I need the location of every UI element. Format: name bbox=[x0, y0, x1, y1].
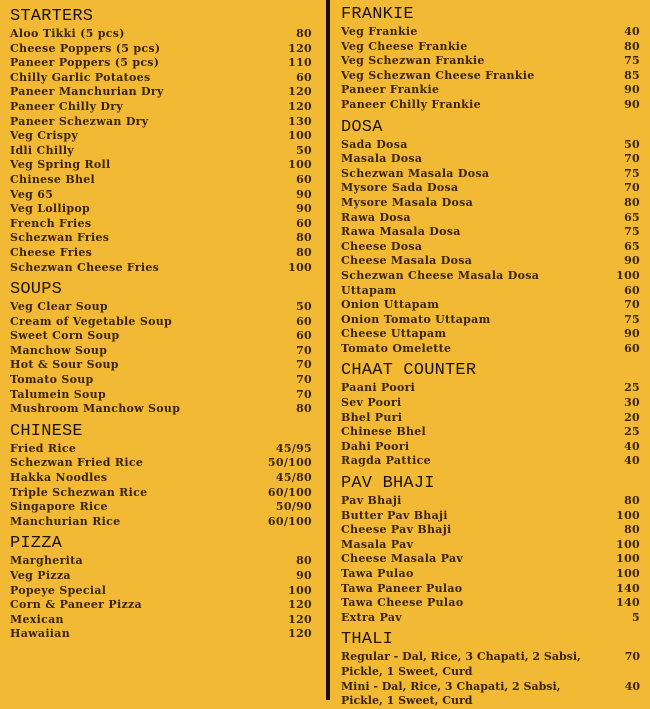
item-price: 70 bbox=[296, 373, 312, 387]
menu-item bbox=[10, 329, 312, 344]
item-name: Cheese Masala Pav bbox=[341, 552, 464, 566]
item-price: 70 bbox=[624, 298, 640, 312]
item-price: 40 bbox=[624, 679, 640, 693]
item-name: Schezwan Cheese Fries bbox=[10, 260, 160, 274]
item-name: Onion Uttapam bbox=[341, 298, 440, 312]
menu-item bbox=[341, 40, 640, 55]
menu-item bbox=[341, 567, 640, 582]
item-price: 65 bbox=[624, 239, 640, 253]
item-price: 110 bbox=[288, 56, 312, 70]
item-price: 65 bbox=[624, 210, 640, 224]
menu-item bbox=[341, 240, 640, 255]
item-name: Margherita bbox=[10, 554, 83, 568]
menu-item bbox=[341, 396, 640, 411]
item-name: Tomato Omelette bbox=[341, 341, 452, 355]
menu-item bbox=[10, 129, 312, 144]
item-name: French Fries bbox=[10, 216, 92, 230]
item-price: 75 bbox=[624, 166, 640, 180]
menu-item bbox=[341, 411, 640, 426]
item-price: 120 bbox=[288, 598, 312, 612]
menu-item bbox=[10, 71, 312, 86]
item-name: Schezwan Masala Dosa bbox=[341, 166, 490, 180]
menu-item bbox=[341, 54, 640, 69]
menu-item bbox=[341, 269, 640, 284]
item-name: Extra Pav bbox=[341, 610, 402, 624]
item-name: Hot & Sour Soup bbox=[10, 358, 119, 372]
item-price: 85 bbox=[624, 68, 640, 82]
item-name: Sev Poori bbox=[341, 396, 402, 410]
item-price: 70 bbox=[296, 387, 312, 401]
item-name: Chilly Garlic Potatoes bbox=[10, 70, 151, 84]
menu-item bbox=[10, 173, 312, 188]
menu-item bbox=[341, 298, 640, 313]
item-price: 75 bbox=[624, 225, 640, 239]
item-price: 60 bbox=[624, 283, 640, 297]
menu-item bbox=[341, 342, 640, 357]
item-name: Mysore Sada Dosa bbox=[341, 181, 459, 195]
item-price: 130 bbox=[288, 114, 312, 128]
item-price: 45/95 bbox=[275, 441, 312, 455]
item-name: Schezwan Fries bbox=[10, 231, 110, 245]
item-name: Masala Pav bbox=[341, 537, 414, 551]
item-name: Triple Schezwan Rice bbox=[10, 485, 148, 499]
menu-item bbox=[341, 211, 640, 226]
item-price: 90 bbox=[624, 327, 640, 341]
menu-item bbox=[10, 158, 312, 173]
item-price: 80 bbox=[296, 402, 312, 416]
item-name: Tawa Pulao bbox=[341, 567, 414, 580]
menu-item bbox=[341, 152, 640, 167]
item-name: Veg Cheese Frankie bbox=[341, 39, 468, 53]
menu-item bbox=[10, 373, 312, 388]
item-name: Butter Pav Bhaji bbox=[341, 508, 448, 522]
item-name: Paneer Chilly Frankie bbox=[341, 97, 481, 111]
item-name: Corn & Paneer Pizza bbox=[10, 598, 142, 612]
menu-item bbox=[341, 25, 640, 40]
item-price: 50 bbox=[296, 300, 312, 314]
item-name: Cheese Poppers (5 pcs) bbox=[10, 41, 161, 55]
menu-item bbox=[341, 284, 640, 299]
item-price: 60 bbox=[624, 341, 640, 355]
column-divider bbox=[326, 0, 330, 700]
menu-item bbox=[10, 115, 312, 130]
section-title: CHINESE bbox=[10, 421, 83, 441]
item-price: 90 bbox=[296, 202, 312, 216]
item-name: Veg Pizza bbox=[10, 569, 71, 582]
item-price: 80 bbox=[624, 494, 640, 508]
menu-item bbox=[10, 42, 312, 57]
menu-item bbox=[10, 598, 312, 613]
item-name: Paneer Chilly Dry bbox=[10, 99, 124, 113]
item-name: Paneer Poppers (5 pcs) bbox=[10, 56, 160, 70]
item-name: Talumein Soup bbox=[10, 387, 106, 401]
menu-item bbox=[10, 613, 312, 628]
item-name: Veg Spring Roll bbox=[10, 158, 111, 172]
item-price: 25 bbox=[624, 425, 640, 439]
menu-item bbox=[10, 471, 312, 486]
menu-item bbox=[10, 344, 312, 359]
menu-item bbox=[341, 454, 640, 469]
item-name: Sada Dosa bbox=[341, 137, 408, 151]
menu-item bbox=[341, 440, 640, 455]
menu-item bbox=[10, 486, 312, 501]
item-price: 70 bbox=[624, 650, 640, 664]
menu-item bbox=[341, 381, 640, 396]
item-price: 100 bbox=[288, 583, 312, 597]
section-title: PIZZA bbox=[10, 534, 63, 554]
item-price: 75 bbox=[624, 54, 640, 68]
item-name: Chinese Bhel bbox=[10, 172, 96, 186]
menu-item bbox=[341, 509, 640, 524]
menu-item bbox=[341, 167, 640, 182]
item-price: 80 bbox=[296, 245, 312, 259]
item-name: Tomato Soup bbox=[10, 373, 94, 387]
item-price: 70 bbox=[296, 343, 312, 357]
item-price: 60 bbox=[296, 172, 312, 186]
item-name: Uttapam bbox=[341, 283, 397, 297]
menu-item bbox=[10, 515, 312, 530]
menu-item bbox=[341, 425, 640, 440]
item-name: Hakka Noodles bbox=[10, 471, 108, 485]
section-title: THALI bbox=[341, 630, 394, 650]
menu-item bbox=[341, 196, 640, 211]
item-price: 120 bbox=[288, 627, 312, 641]
menu-item bbox=[10, 358, 312, 373]
menu-item bbox=[10, 27, 312, 42]
menu-item bbox=[10, 246, 312, 261]
item-price: 100 bbox=[616, 508, 640, 522]
item-price: 120 bbox=[288, 99, 312, 113]
menu-item bbox=[341, 313, 640, 328]
menu-section-dosa bbox=[341, 119, 640, 357]
item-price: 100 bbox=[616, 567, 640, 580]
item-price: 80 bbox=[624, 39, 640, 53]
menu-item bbox=[10, 315, 312, 330]
item-name: Schezwan Cheese Masala Dosa bbox=[341, 268, 540, 282]
item-price: 45/80 bbox=[275, 471, 312, 485]
section-title: PAV BHAJI bbox=[341, 474, 435, 494]
item-price: 80 bbox=[624, 195, 640, 209]
menu-item bbox=[341, 611, 640, 626]
menu-item bbox=[341, 582, 640, 597]
menu-item bbox=[10, 442, 312, 457]
menu-item bbox=[341, 596, 640, 611]
menu-item bbox=[10, 388, 312, 403]
menu-item bbox=[341, 680, 640, 709]
item-name: Mushroom Manchow Soup bbox=[10, 402, 181, 416]
section-title: SOUPS bbox=[10, 280, 63, 300]
item-price: 50/100 bbox=[267, 456, 312, 470]
item-price: 70 bbox=[624, 152, 640, 166]
item-price: 60 bbox=[296, 329, 312, 343]
item-price: 60 bbox=[296, 314, 312, 328]
item-name: Idli Chilly bbox=[10, 143, 75, 157]
item-price: 40 bbox=[624, 439, 640, 453]
menu-item bbox=[341, 98, 640, 113]
menu-item bbox=[10, 627, 312, 642]
item-price: 30 bbox=[624, 396, 640, 410]
item-price: 100 bbox=[616, 537, 640, 551]
item-name: Rawa Dosa bbox=[341, 210, 411, 224]
menu-section-chaat-counter bbox=[341, 362, 640, 469]
item-price: 40 bbox=[624, 25, 640, 38]
item-name: Fried Rice bbox=[10, 441, 77, 455]
menu-item bbox=[341, 83, 640, 98]
menu-item bbox=[10, 554, 312, 569]
item-price: 100 bbox=[616, 268, 640, 282]
menu-section-frankie bbox=[341, 6, 640, 113]
item-name: Veg Frankie bbox=[341, 25, 418, 38]
menu-item bbox=[341, 181, 640, 196]
item-name: Aloo Tikki (5 pcs) bbox=[10, 27, 125, 40]
menu-item bbox=[341, 138, 640, 153]
menu-section-pizza bbox=[10, 535, 312, 642]
item-price: 20 bbox=[624, 410, 640, 424]
menu-item bbox=[10, 100, 312, 115]
menu-item bbox=[10, 144, 312, 159]
item-name: Cheese Fries bbox=[10, 245, 93, 259]
menu-item bbox=[10, 584, 312, 599]
item-name: Singapore Rice bbox=[10, 500, 108, 514]
menu-item bbox=[10, 569, 312, 584]
item-name: Rawa Masala Dosa bbox=[341, 225, 461, 239]
item-price: 90 bbox=[296, 569, 312, 582]
item-name: Schezwan Fried Rice bbox=[10, 456, 144, 470]
menu-item bbox=[10, 85, 312, 100]
item-name: Sweet Corn Soup bbox=[10, 329, 120, 343]
menu-item bbox=[10, 56, 312, 71]
item-price: 60/100 bbox=[267, 514, 312, 528]
item-name: Mini - Dal, Rice, 3 Chapati, 2 Sabsi, Pickle, 1 Sweet, Curd bbox=[341, 679, 561, 708]
menu-section-chinese bbox=[10, 423, 312, 530]
item-price: 70 bbox=[624, 181, 640, 195]
menu-item bbox=[10, 217, 312, 232]
item-price: 50 bbox=[624, 137, 640, 151]
item-name: Cheese Uttapam bbox=[341, 327, 447, 341]
item-name: Mysore Masala Dosa bbox=[341, 195, 474, 209]
item-name: Cream of Vegetable Soup bbox=[10, 314, 173, 328]
item-name: Veg 65 bbox=[10, 187, 54, 201]
item-price: 25 bbox=[624, 381, 640, 395]
menu-item bbox=[341, 650, 640, 679]
item-price: 80 bbox=[296, 554, 312, 568]
item-price: 75 bbox=[624, 312, 640, 326]
item-name: Cheese Pav Bhaji bbox=[341, 523, 452, 537]
menu-section-soups bbox=[10, 281, 312, 417]
menu-item bbox=[10, 456, 312, 471]
item-name: Masala Dosa bbox=[341, 152, 423, 166]
item-price: 60 bbox=[296, 70, 312, 84]
menu-item bbox=[341, 254, 640, 269]
item-price: 100 bbox=[288, 260, 312, 274]
item-name: Veg Schezwan Frankie bbox=[341, 54, 485, 68]
menu-section-thali bbox=[341, 631, 640, 708]
item-price: 5 bbox=[632, 610, 640, 624]
item-price: 50 bbox=[296, 143, 312, 157]
menu-item bbox=[341, 494, 640, 509]
item-name: Regular - Dal, Rice, 3 Chapati, 2 Sabsi, Pickle, 1 Sweet, Curd bbox=[341, 650, 581, 678]
item-name: Paneer Manchurian Dry bbox=[10, 85, 164, 99]
section-title: STARTERS bbox=[10, 7, 94, 26]
item-name: Paneer Frankie bbox=[341, 83, 440, 97]
item-name: Veg Lollipop bbox=[10, 202, 90, 216]
item-name: Cheese Masala Dosa bbox=[341, 254, 473, 268]
item-price: 90 bbox=[296, 187, 312, 201]
section-title: CHAAT COUNTER bbox=[341, 361, 477, 381]
item-name: Manchow Soup bbox=[10, 343, 108, 357]
item-name: Ragda Pattice bbox=[341, 454, 431, 468]
item-name: Onion Tomato Uttapam bbox=[341, 312, 491, 326]
menu-item bbox=[10, 231, 312, 246]
item-name: Chinese Bhel bbox=[341, 425, 427, 439]
item-price: 120 bbox=[288, 85, 312, 99]
item-name: Veg Schezwan Cheese Frankie bbox=[341, 68, 535, 82]
item-price: 90 bbox=[624, 83, 640, 97]
menu-section-starters bbox=[10, 8, 312, 275]
item-price: 70 bbox=[296, 358, 312, 372]
item-price: 80 bbox=[624, 523, 640, 537]
item-price: 140 bbox=[616, 581, 640, 595]
item-name: Paneer Schezwan Dry bbox=[10, 114, 149, 128]
item-price: 120 bbox=[288, 612, 312, 626]
item-price: 120 bbox=[288, 41, 312, 55]
item-price: 60 bbox=[296, 216, 312, 230]
item-price: 40 bbox=[624, 454, 640, 468]
menu-item bbox=[341, 69, 640, 84]
item-name: Dahi Poori bbox=[341, 439, 410, 453]
item-name: Hawaiian bbox=[10, 627, 70, 641]
item-name: Paani Poori bbox=[341, 381, 416, 395]
item-price: 90 bbox=[624, 254, 640, 268]
menu-section-pav-bhaji bbox=[341, 475, 640, 625]
menu-right-column bbox=[331, 0, 650, 708]
menu-item bbox=[341, 327, 640, 342]
item-price: 100 bbox=[288, 129, 312, 143]
item-price: 50/90 bbox=[275, 500, 312, 514]
menu-item bbox=[10, 188, 312, 203]
menu-item bbox=[10, 300, 312, 315]
item-price: 80 bbox=[296, 231, 312, 245]
item-name: Veg Crispy bbox=[10, 129, 79, 143]
section-title: DOSA bbox=[341, 117, 383, 137]
item-name: Tawa Paneer Pulao bbox=[341, 581, 463, 595]
section-title: FRANKIE bbox=[341, 5, 414, 24]
menu-item bbox=[10, 202, 312, 217]
item-name: Popeye Special bbox=[10, 583, 107, 597]
item-name: Mexican bbox=[10, 612, 64, 626]
item-price: 100 bbox=[616, 552, 640, 566]
item-name: Bhel Puri bbox=[341, 410, 403, 424]
menu-item bbox=[10, 402, 312, 417]
item-price: 80 bbox=[296, 27, 312, 40]
item-price: 60/100 bbox=[267, 485, 312, 499]
item-name: Pav Bhaji bbox=[341, 494, 402, 508]
item-price: 140 bbox=[616, 596, 640, 610]
item-name: Veg Clear Soup bbox=[10, 300, 108, 314]
menu-left-column bbox=[0, 0, 326, 700]
item-name: Cheese Dosa bbox=[341, 239, 423, 253]
menu-item bbox=[341, 523, 640, 538]
item-name: Tawa Cheese Pulao bbox=[341, 596, 464, 610]
menu-item bbox=[10, 500, 312, 515]
item-price: 90 bbox=[624, 97, 640, 111]
item-name: Manchurian Rice bbox=[10, 514, 121, 528]
menu-item bbox=[10, 261, 312, 276]
menu-item bbox=[341, 225, 640, 240]
menu-item bbox=[341, 538, 640, 553]
item-price: 100 bbox=[288, 158, 312, 172]
menu-item bbox=[341, 552, 640, 567]
